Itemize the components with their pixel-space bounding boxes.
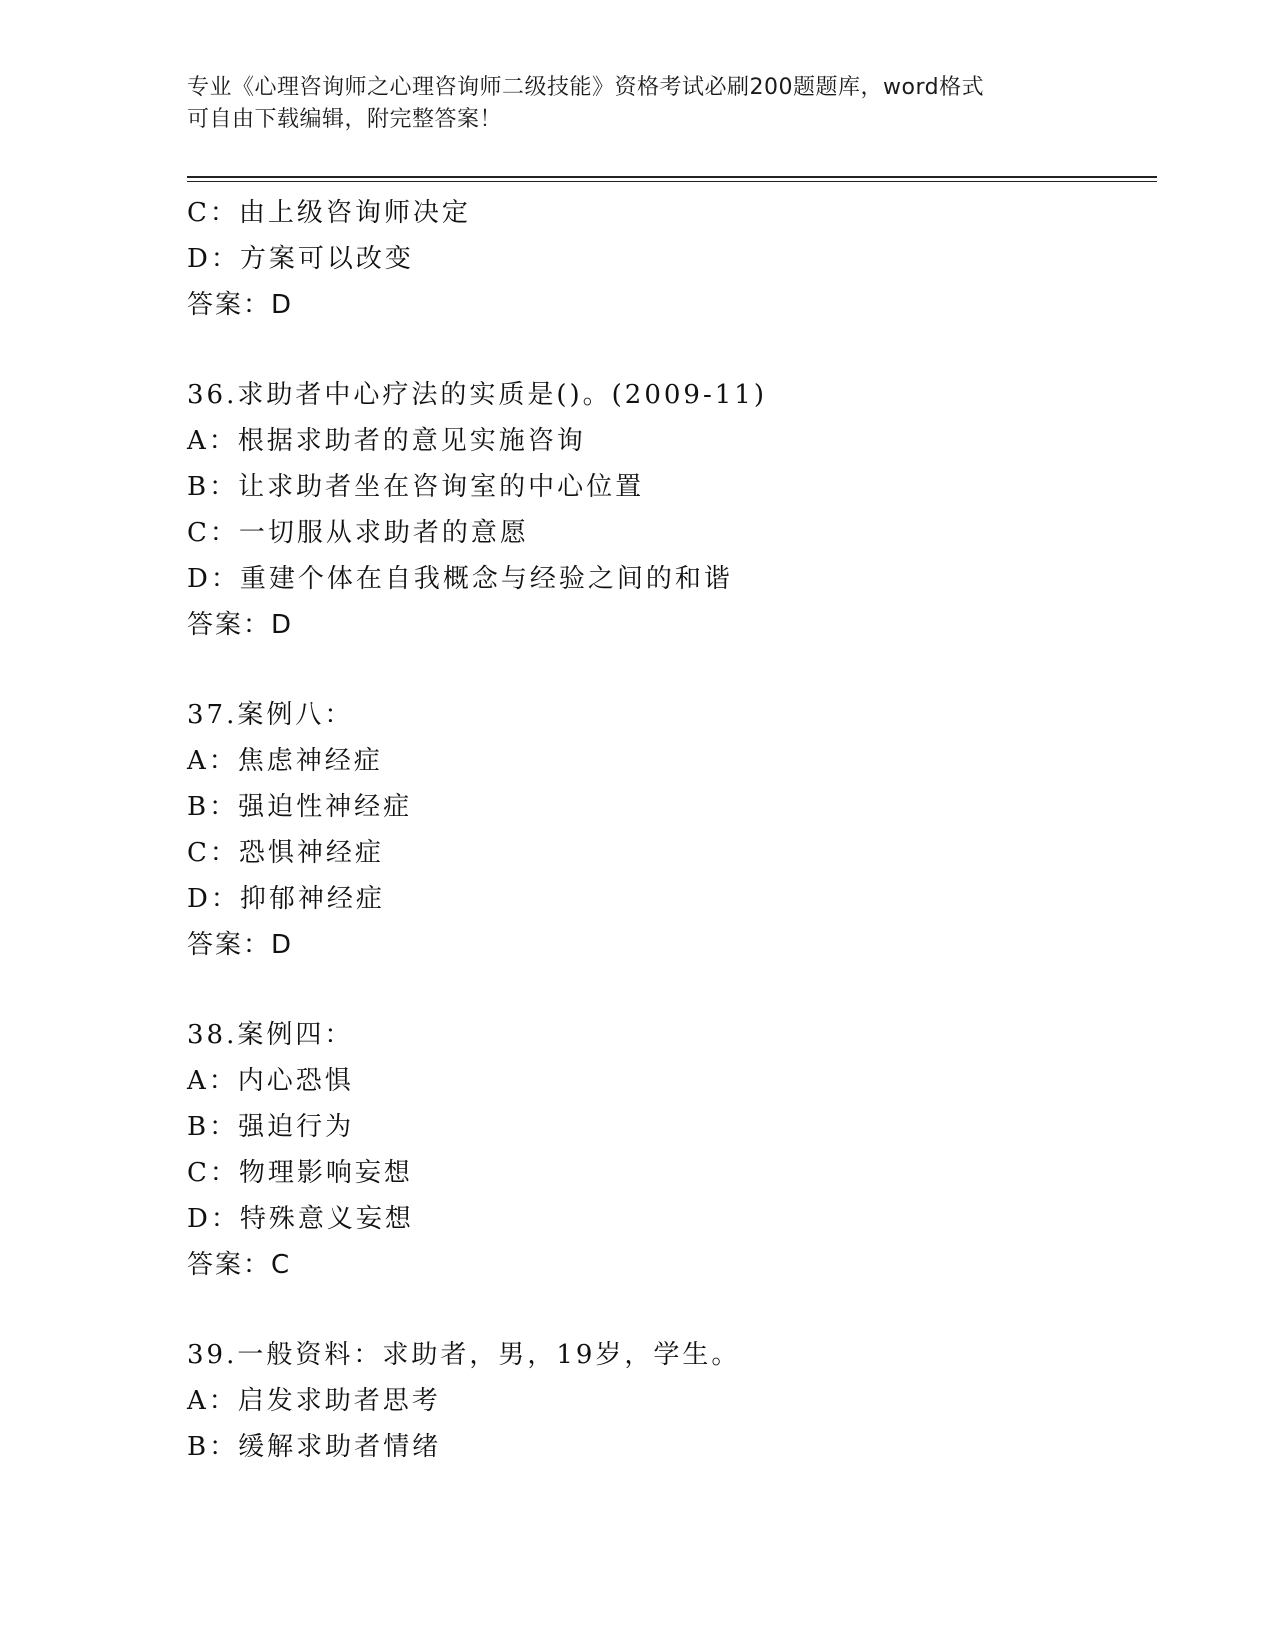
question-stem: 36.求助者中心疗法的实质是()。(2009-11) — [187, 380, 767, 410]
question-block-37 — [187, 692, 1157, 968]
question-stem: 37.案例八： — [187, 700, 354, 730]
document-header — [187, 72, 1087, 136]
spacer — [187, 1288, 1157, 1332]
answer-line: 答案：C — [187, 1250, 292, 1280]
answer-line: 答案：D — [187, 930, 294, 960]
spacer — [187, 328, 1157, 372]
header-divider-thick — [187, 176, 1157, 178]
question-block-38 — [187, 1012, 1157, 1288]
question-block-36 — [187, 372, 1157, 648]
option-a: A：启发求助者思考 — [187, 1386, 441, 1416]
question-stem: 38.案例四： — [187, 1020, 354, 1050]
option-c: C：恐惧神经症 — [187, 838, 384, 868]
option-c: C：一切服从求助者的意愿 — [187, 518, 529, 548]
header-title-line-1: 专业《心理咨询师之心理咨询师二级技能》资格考试必刷200题题库，word格式 — [187, 75, 985, 100]
spacer — [187, 648, 1157, 692]
option-a: A：根据求助者的意见实施咨询 — [187, 426, 586, 456]
question-block-35 — [187, 190, 1157, 328]
option-d: D：重建个体在自我概念与经验之间的和谐 — [187, 564, 733, 594]
option-d: D：抑郁神经症 — [187, 884, 385, 914]
option-b: B：让求助者坐在咨询室的中心位置 — [187, 472, 645, 502]
option-b: B：强迫行为 — [187, 1112, 355, 1142]
question-stem: 39.一般资料：求助者，男，19岁，学生。 — [187, 1340, 741, 1370]
question-list — [187, 190, 1157, 1470]
header-title-line-2: 可自由下载编辑，附完整答案！ — [187, 107, 503, 132]
option-b: B：缓解求助者情绪 — [187, 1432, 442, 1462]
option-d: D：方案可以改变 — [187, 244, 414, 274]
answer-line: 答案：D — [187, 610, 294, 640]
header-divider-thin — [187, 181, 1157, 182]
answer-line: 答案：D — [187, 290, 294, 320]
option-a: A：内心恐惧 — [187, 1066, 354, 1096]
option-b: B：强迫性神经症 — [187, 792, 413, 822]
question-block-39 — [187, 1332, 1157, 1470]
option-c: C：物理影响妄想 — [187, 1158, 413, 1188]
option-d: D：特殊意义妄想 — [187, 1204, 414, 1234]
option-c: C：由上级咨询师决定 — [187, 198, 471, 228]
spacer — [187, 968, 1157, 1012]
option-a: A：焦虑神经症 — [187, 746, 383, 776]
